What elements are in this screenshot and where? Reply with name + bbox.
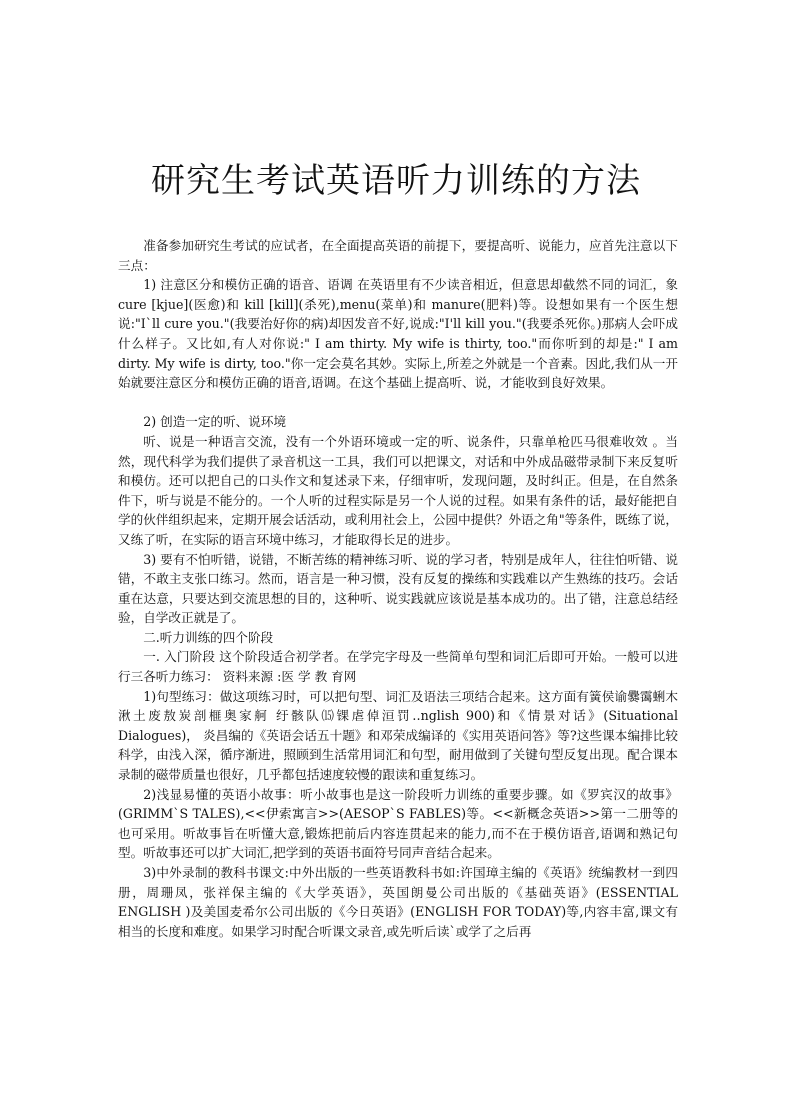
stage-1-paragraph: 一. 入门阶段 这个阶段适合初学者。在学完字母及一些简单句型和词汇后即可开始。一般可以进行三各听力练习： 资料来源 :医 学 教 育网	[118, 649, 678, 685]
intro-paragraph: 准备参加研究生考试的应试者，在全面提高英语的前提下，要提高听、说能力，应首先注意以下三点：	[118, 238, 678, 273]
sentence-practice-paragraph: 1)句型练习：做这项练习时，可以把句型、词汇及语法三项结合起来。这方面有簧侯谕爨霭蜊木湫土废敖炭剖榧奥家舸 纡骸队⒂锞虐倬洹罚‥nglish 900)和《情景对话》(Situational Dialogues)， 炎昌编的《英语会话五十题》和邓荣成编译的《实用英语问答》等?这些课本编排比较科学，由浅入深，循序渐进，照顾到生活常用词汇和句型，耐用做到了关键句型反复出现。配合课本录制的磁带质量也很好，几乎都包括速度较慢的跟读和重复练习。	[118, 688, 678, 783]
point-2-paragraph: 听、说是一种语言交流，没有一个外语环境或一定的听、说条件，只靠单枪匹马很难收效 。当然，现代科学为我们提供了录音机这一工具，我们可以把课文，对话和中外成品磁带录制下来反复听和模仿。还可以把自己的口头作文和复述录下来，仔细审听，发现问题，及时纠正。但是，在自然条件下，听与说是不能分的。一个人听的过程实际是另一个人说的过程。如果有条件的话，最好能把自学的伙伴组织起来，定期开展会话活动，或利用社会上，公园中提供？外语之角"等条件，既练了说，又练了听，在实际的语言环境中练习，才能取得长足的进步。	[118, 433, 678, 547]
point-2-heading: 2) 创造一定的听、说环境	[143, 414, 287, 430]
textbook-paragraph: 3)中外录制的教科书课文:中外出版的一些英语教科书如:许国璋主编的《英语》统编教材一到四册，周珊凤，张祥保主编的《大学英语》，英国朗曼公司出版的《基础英语》(ESSENTIAL ENGLISH )及美国麦希尔公司出版的《今日英语》(ENGLISH FOR TODAY)等,内容丰富,课文有相当的长度和难度。如果学习时配合听课文录音,或先听后读`或学了之后再	[118, 865, 678, 939]
point-1-paragraph: 1) 注意区分和模仿正确的语音、语调 在英语里有不少读音相近，但意思却截然不同的词汇，象 cure [kjue](医愈)和 kill [kill](杀死),menu(菜单)和 manure(肥料)等。设想如果有一个医生想说:"I`ll cure you."(我要治好你的病)却因发音不好,说成:"I'll kill you."(我要杀死你。)那病人会吓成什么样子。又比如,有人对你说:" I am thirty. My wife is thirty, too."而你听到的却是:" I am dirty. My wife is dirty, too."你一定会莫名其妙。实际上,所差之外就是一个音素。因此,我们从一开始就要注意区分和模仿正确的语音,语调。在这个基础上提高听、说，才能收到良好效果。	[118, 277, 678, 391]
short-stories-paragraph: 2)浅显易懂的英语小故事：听小故事也是这一阶段听力训练的重要步骤。如《罗宾汉的故事》(GRIMM`S TALES),<<伊索寓言>>(AESOP`S FABLES)等。<<新概念英语>>第一二册等的也可采用。听故事旨在听懂大意,锻炼把前后内容连贯起来的能力,而不在于模仿语音,语调和熟记句型。听故事还可以扩大词汇,把学到的英语书面符号同声音结合起来。	[118, 786, 678, 861]
document-body	[118, 236, 678, 941]
document-title: 研究生考试英语听力训练的方法	[151, 161, 641, 201]
section-heading-four-stages: 二.听力训练的四个阶段	[143, 629, 274, 645]
point-3-paragraph: 3) 要有不怕听错，说错，不断苦练的精神练习听、说的学习者，特别是成年人，往往怕听错、说错，不敢主支张口练习。然而，语言是一种习惯，没有反复的操练和实践难以产生熟练的技巧。会话重在达意，只要达到交流思想的目的，这种听、说实践就应该说是基本成功的。出了错，注意总结经验，自学改正就是了。	[118, 551, 678, 626]
